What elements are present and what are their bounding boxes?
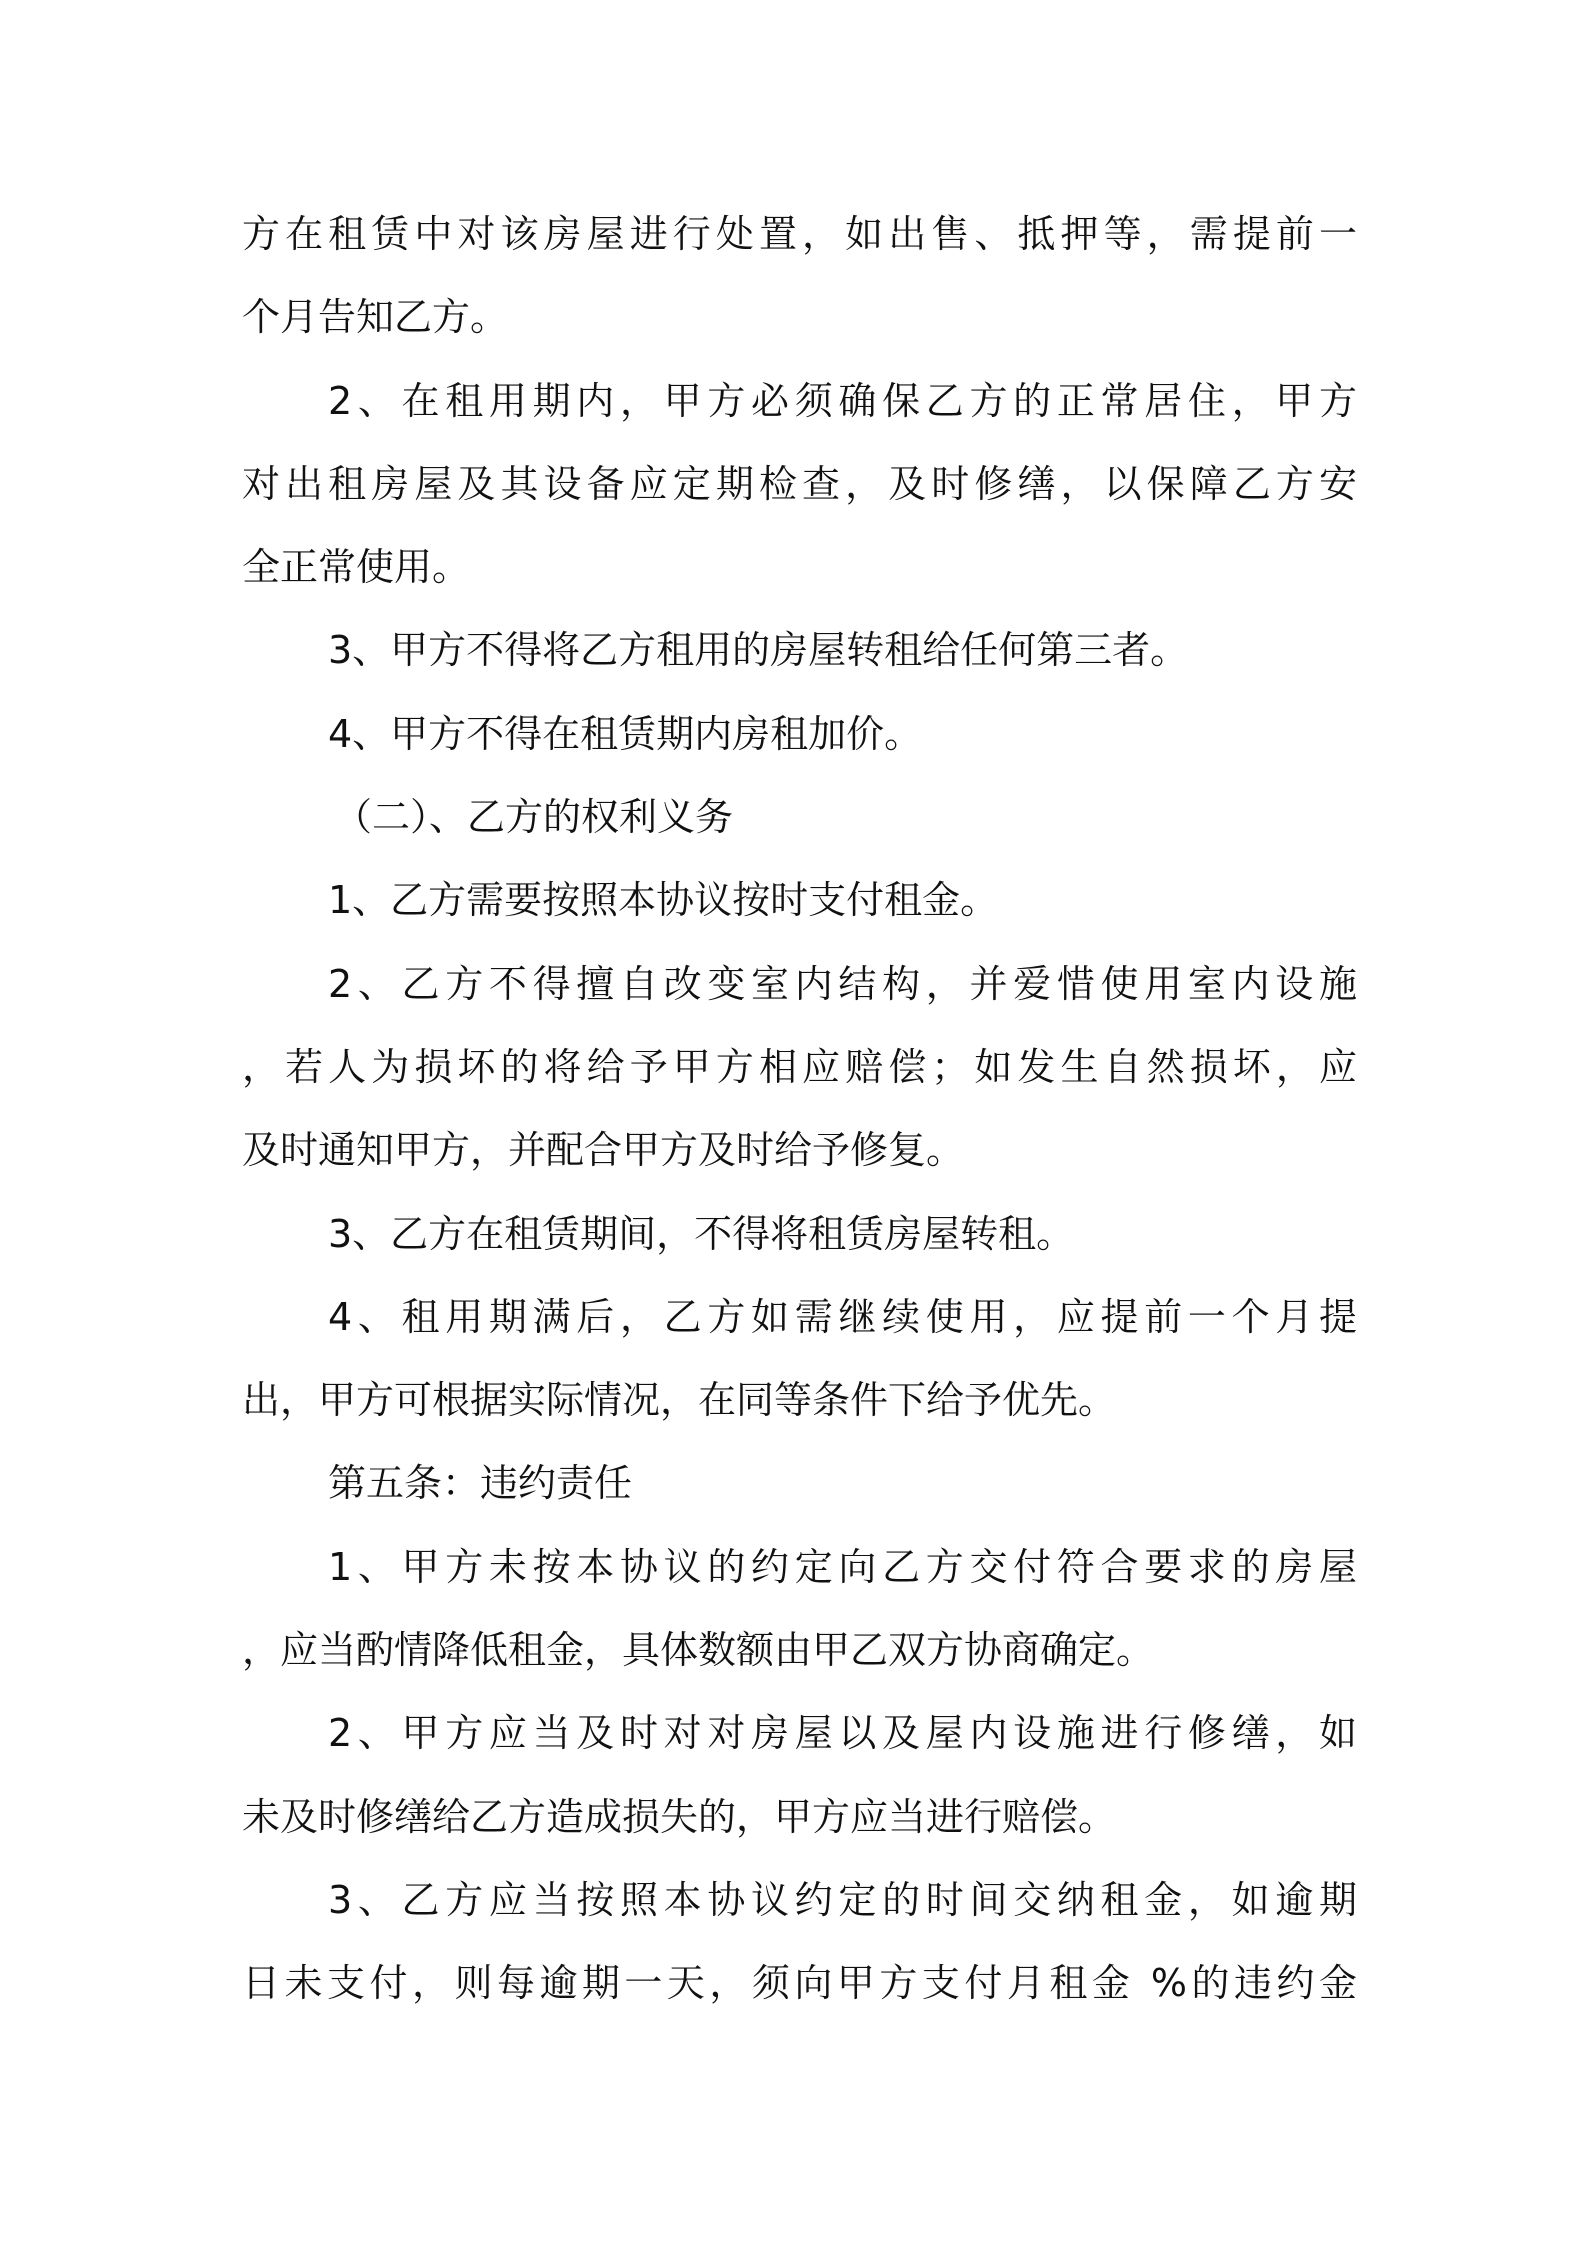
text-line: 2、甲方应当及时对对房屋以及屋内设施进行修缮，如 (328, 1711, 1357, 1756)
text-line: ，应当酌情降低租金，具体数额由甲乙双方协商确定。 (242, 1628, 1155, 1673)
article-heading: 第五条：违约责任 (328, 1461, 633, 1506)
text-line: ，若人为损坏的将给予甲方相应赔偿；如发生自然损坏，应 (242, 1044, 1357, 1089)
text-line: 及时通知甲方，并配合甲方及时给予修复。 (242, 1128, 965, 1173)
document-body (242, 193, 1357, 2026)
text-line: 1、甲方未按本协议的约定向乙方交付符合要求的房屋 (328, 1544, 1357, 1589)
text-line: 全正常使用。 (242, 545, 471, 590)
text-line: 2、在租用期内，甲方必须确保乙方的正常居住，甲方 (328, 378, 1357, 423)
text-line: 日未支付，则每逾期一天，须向甲方支付月租金 %的违约金 (242, 1961, 1357, 2006)
text-line: 对出租房屋及其设备应定期检查，及时修缮，以保障乙方安 (242, 461, 1357, 506)
text-line: 3、乙方应当按照本协议约定的时间交纳租金，如逾期 (328, 1877, 1357, 1922)
text-line: 未及时修缮给乙方造成损失的，甲方应当进行赔偿。 (242, 1794, 1117, 1839)
text-line: 2、乙方不得擅自改变室内结构，并爱惜使用室内设施 (328, 961, 1357, 1006)
text-line: 个月告知乙方。 (242, 295, 509, 340)
text-line: 4、甲方不得在租赁期内房租加价。 (328, 711, 923, 756)
text-line: 3、甲方不得将乙方租用的房屋转租给任何第三者。 (328, 628, 1189, 673)
text-line: 出，甲方可根据实际情况，在同等条件下给予优先。 (242, 1378, 1117, 1423)
text-line: 方在租赁中对该房屋进行处置，如出售、抵押等，需提前一 (242, 212, 1357, 256)
section-heading: （二）、乙方的权利义务 (334, 795, 734, 840)
text-line: 1、乙方需要按照本协议按时支付租金。 (328, 878, 999, 923)
text-line: 3、乙方在租赁期间，不得将租赁房屋转租。 (328, 1211, 1075, 1256)
text-line: 4、租用期满后，乙方如需继续使用，应提前一个月提 (328, 1294, 1357, 1339)
